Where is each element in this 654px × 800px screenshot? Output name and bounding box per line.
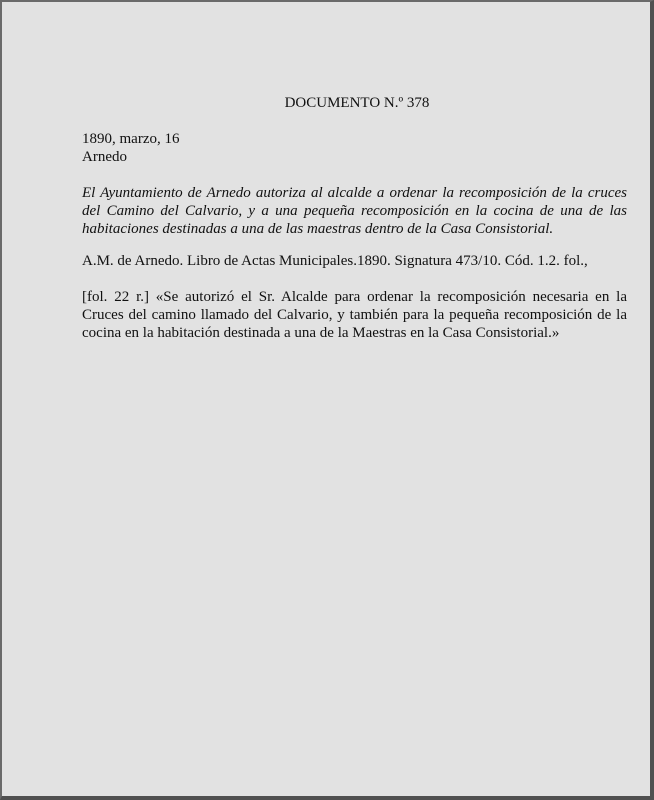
document-summary: El Ayuntamiento de Arnedo autoriza al alcalde a ordenar la recomposición de la cruces del Camino del Calvario, y a una pequeña recomposición en la cocina de una de las habitaciones destinadas a una de las maestras dentro de la Casa Consistorial. — [82, 185, 627, 237]
document-date: 1890, marzo, 16 — [82, 131, 180, 147]
dateline — [82, 130, 627, 166]
archival-source: A.M. de Arnedo. Libro de Actas Municipales.1890. Signatura 473/10. Cód. 1.2. fol., — [82, 253, 588, 269]
document-title: DOCUMENTO N.º 378 — [284, 95, 430, 111]
document-place: Arnedo — [82, 149, 127, 165]
transcription-text: [fol. 22 r.] «Se autorizó el Sr. Alcalde para ordenar la recomposición necesaria en la Cruces del camino llamado del Calvario, y también para la pequeña recomposición de la cocina en la habitación destinada a una de la Maestras en la Casa Consistorial.» — [82, 289, 627, 341]
